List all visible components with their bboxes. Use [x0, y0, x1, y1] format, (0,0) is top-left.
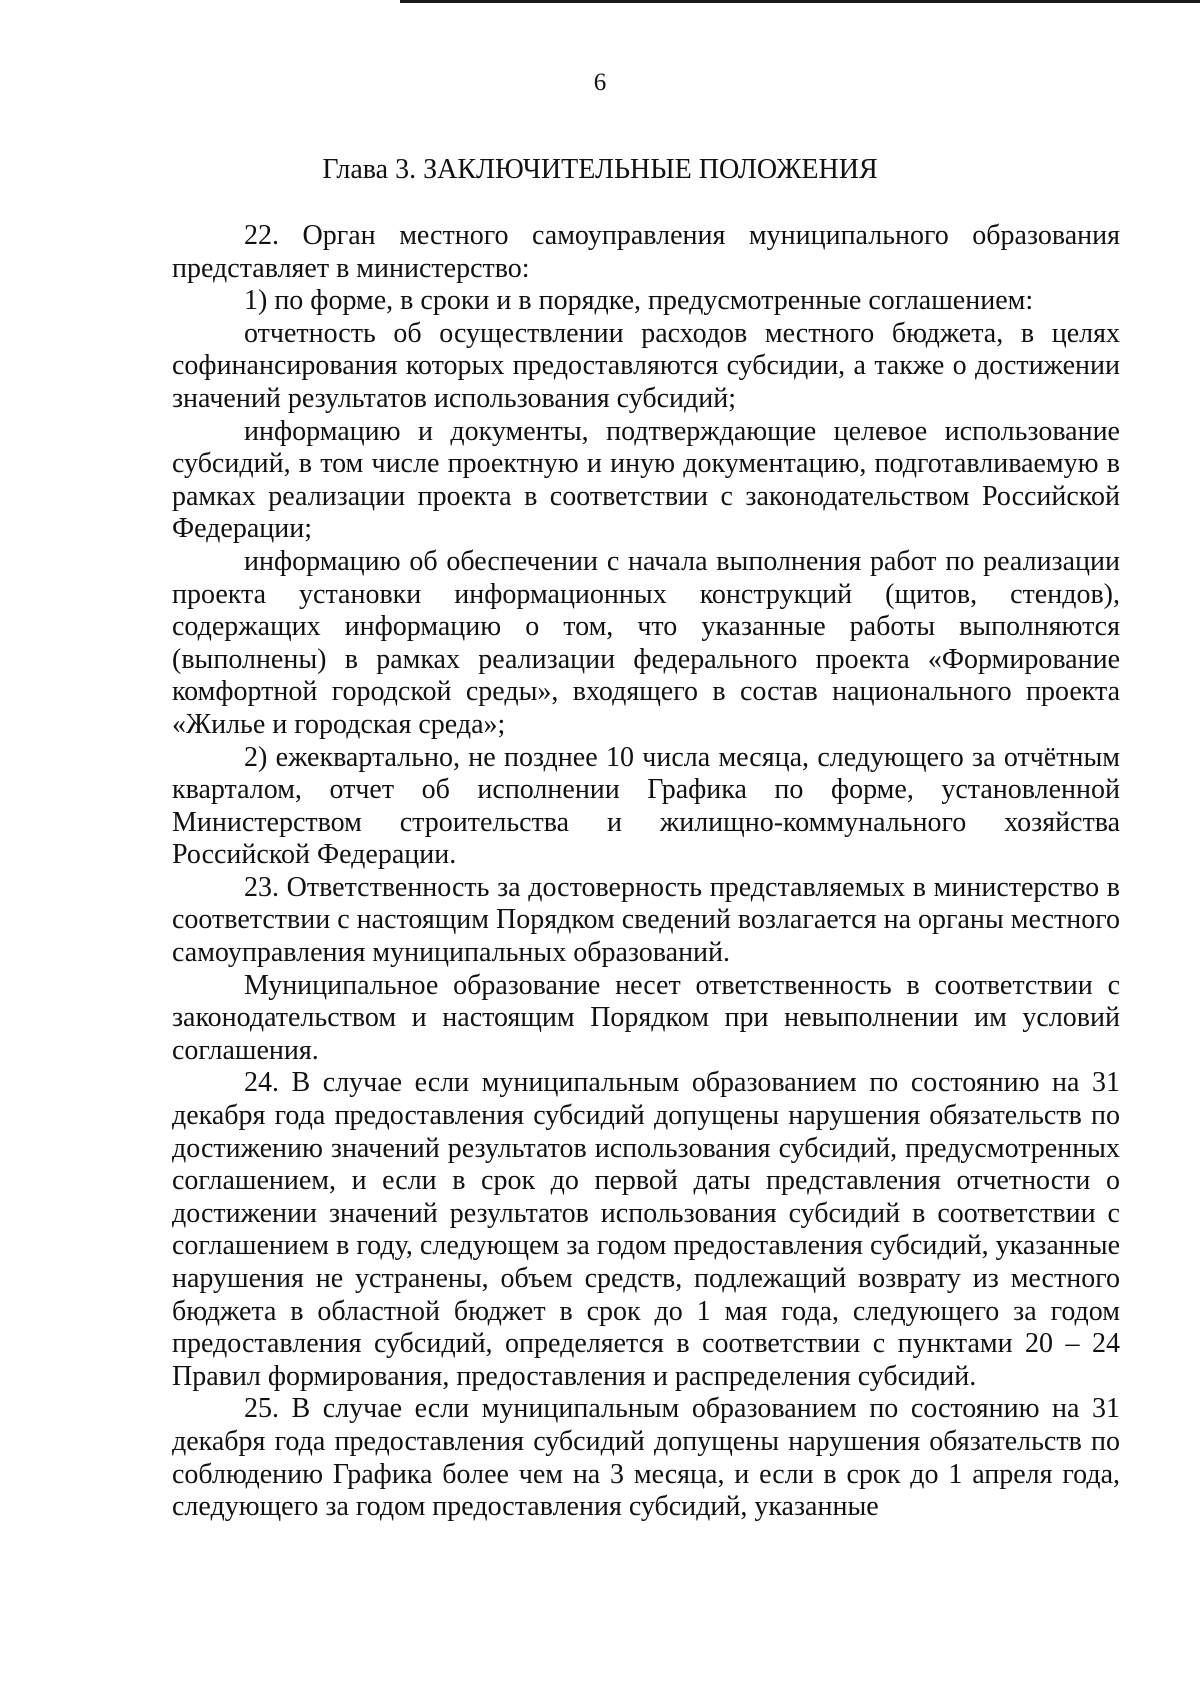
- paragraph-22-item-1-documents: информацию и документы, подтверждающие целевое использование субсидий, в том числе проектную и иную документацию, подготавливаемую в рамках реализации проекта в соответствии с законодательством Российской Федерации;: [172, 415, 1120, 545]
- paragraph-23: 23. Ответственность за достоверность представляемых в министерство в соответствии с настоящим Порядком сведений возлагается на органы местного самоуправления муниципальных образований.: [172, 871, 1120, 969]
- paragraph-25: 25. В случае если муниципальным образованием по состоянию на 31 декабря года предоставления субсидий допущены нарушения обязательств по соблюдению Графика более чем на 3 месяца, и если в срок до 1 апреля года, следующего за годом предоставления субсидий, указанные: [172, 1393, 1120, 1523]
- scan-top-border-line: [400, 0, 1200, 3]
- document-body: [172, 220, 1120, 1524]
- chapter-title: Глава 3. ЗАКЛЮЧИТЕЛЬНЫЕ ПОЛОЖЕНИЯ: [322, 154, 878, 185]
- paragraph-22: 22. Орган местного самоуправления муниципального образования представляет в министерство:: [172, 220, 1120, 284]
- page-number: 6: [593, 69, 607, 96]
- paragraph-22-item-1-reporting: отчетность об осуществлении расходов местного бюджета, в целях софинансирования которых предоставляются субсидии, а также о достижении значений результатов использования субсидий;: [172, 317, 1120, 414]
- paragraph-22-item-2: 2) ежеквартально, не позднее 10 числа месяца, следующего за отчётным кварталом, отчет об исполнении Графика по форме, установленной Министерством строительства и жилищно-коммунального хозяйства Российской Федерации.: [172, 741, 1120, 871]
- paragraph-22-item-1: 1) по форме, в сроки и в порядке, предусмотренные соглашением:: [244, 285, 1034, 317]
- paragraph-24: 24. В случае если муниципальным образованием по состоянию на 31 декабря года предоставления субсидий допущены нарушения обязательств по достижению значений результатов использования субсидий, предусмотренных соглашением, и если в срок до первой даты представления отчетности о достижении значений результатов использования субсидий в соответствии с соглашением в году, следующем за годом предоставления субсидий, указанные нарушения не устранены, объем средств, подлежащий возврату из местного бюджета в областной бюджет в срок до 1 мая года, следующего за годом предоставления субсидий, определяется в соответствии с пунктами 20 – 24 Правил формирования, предоставления и распределения субсидий.: [172, 1067, 1120, 1392]
- paragraph-22-item-1-info-boards: информацию об обеспечении с начала выполнения работ по реализации проекта установки информационных конструкций (щитов, стендов), содержащих информацию о том, что указанные работы выполняются (выполнены) в рамках реализации федерального проекта «Формирование комфортной городской среды», входящего в состав национального проекта «Жилье и городская среда»;: [172, 545, 1120, 740]
- paragraph-23-responsibility: Муниципальное образование несет ответственность в соответствии с законодательством и настоящим Порядком при невыполнении им условий соглашения.: [172, 969, 1120, 1066]
